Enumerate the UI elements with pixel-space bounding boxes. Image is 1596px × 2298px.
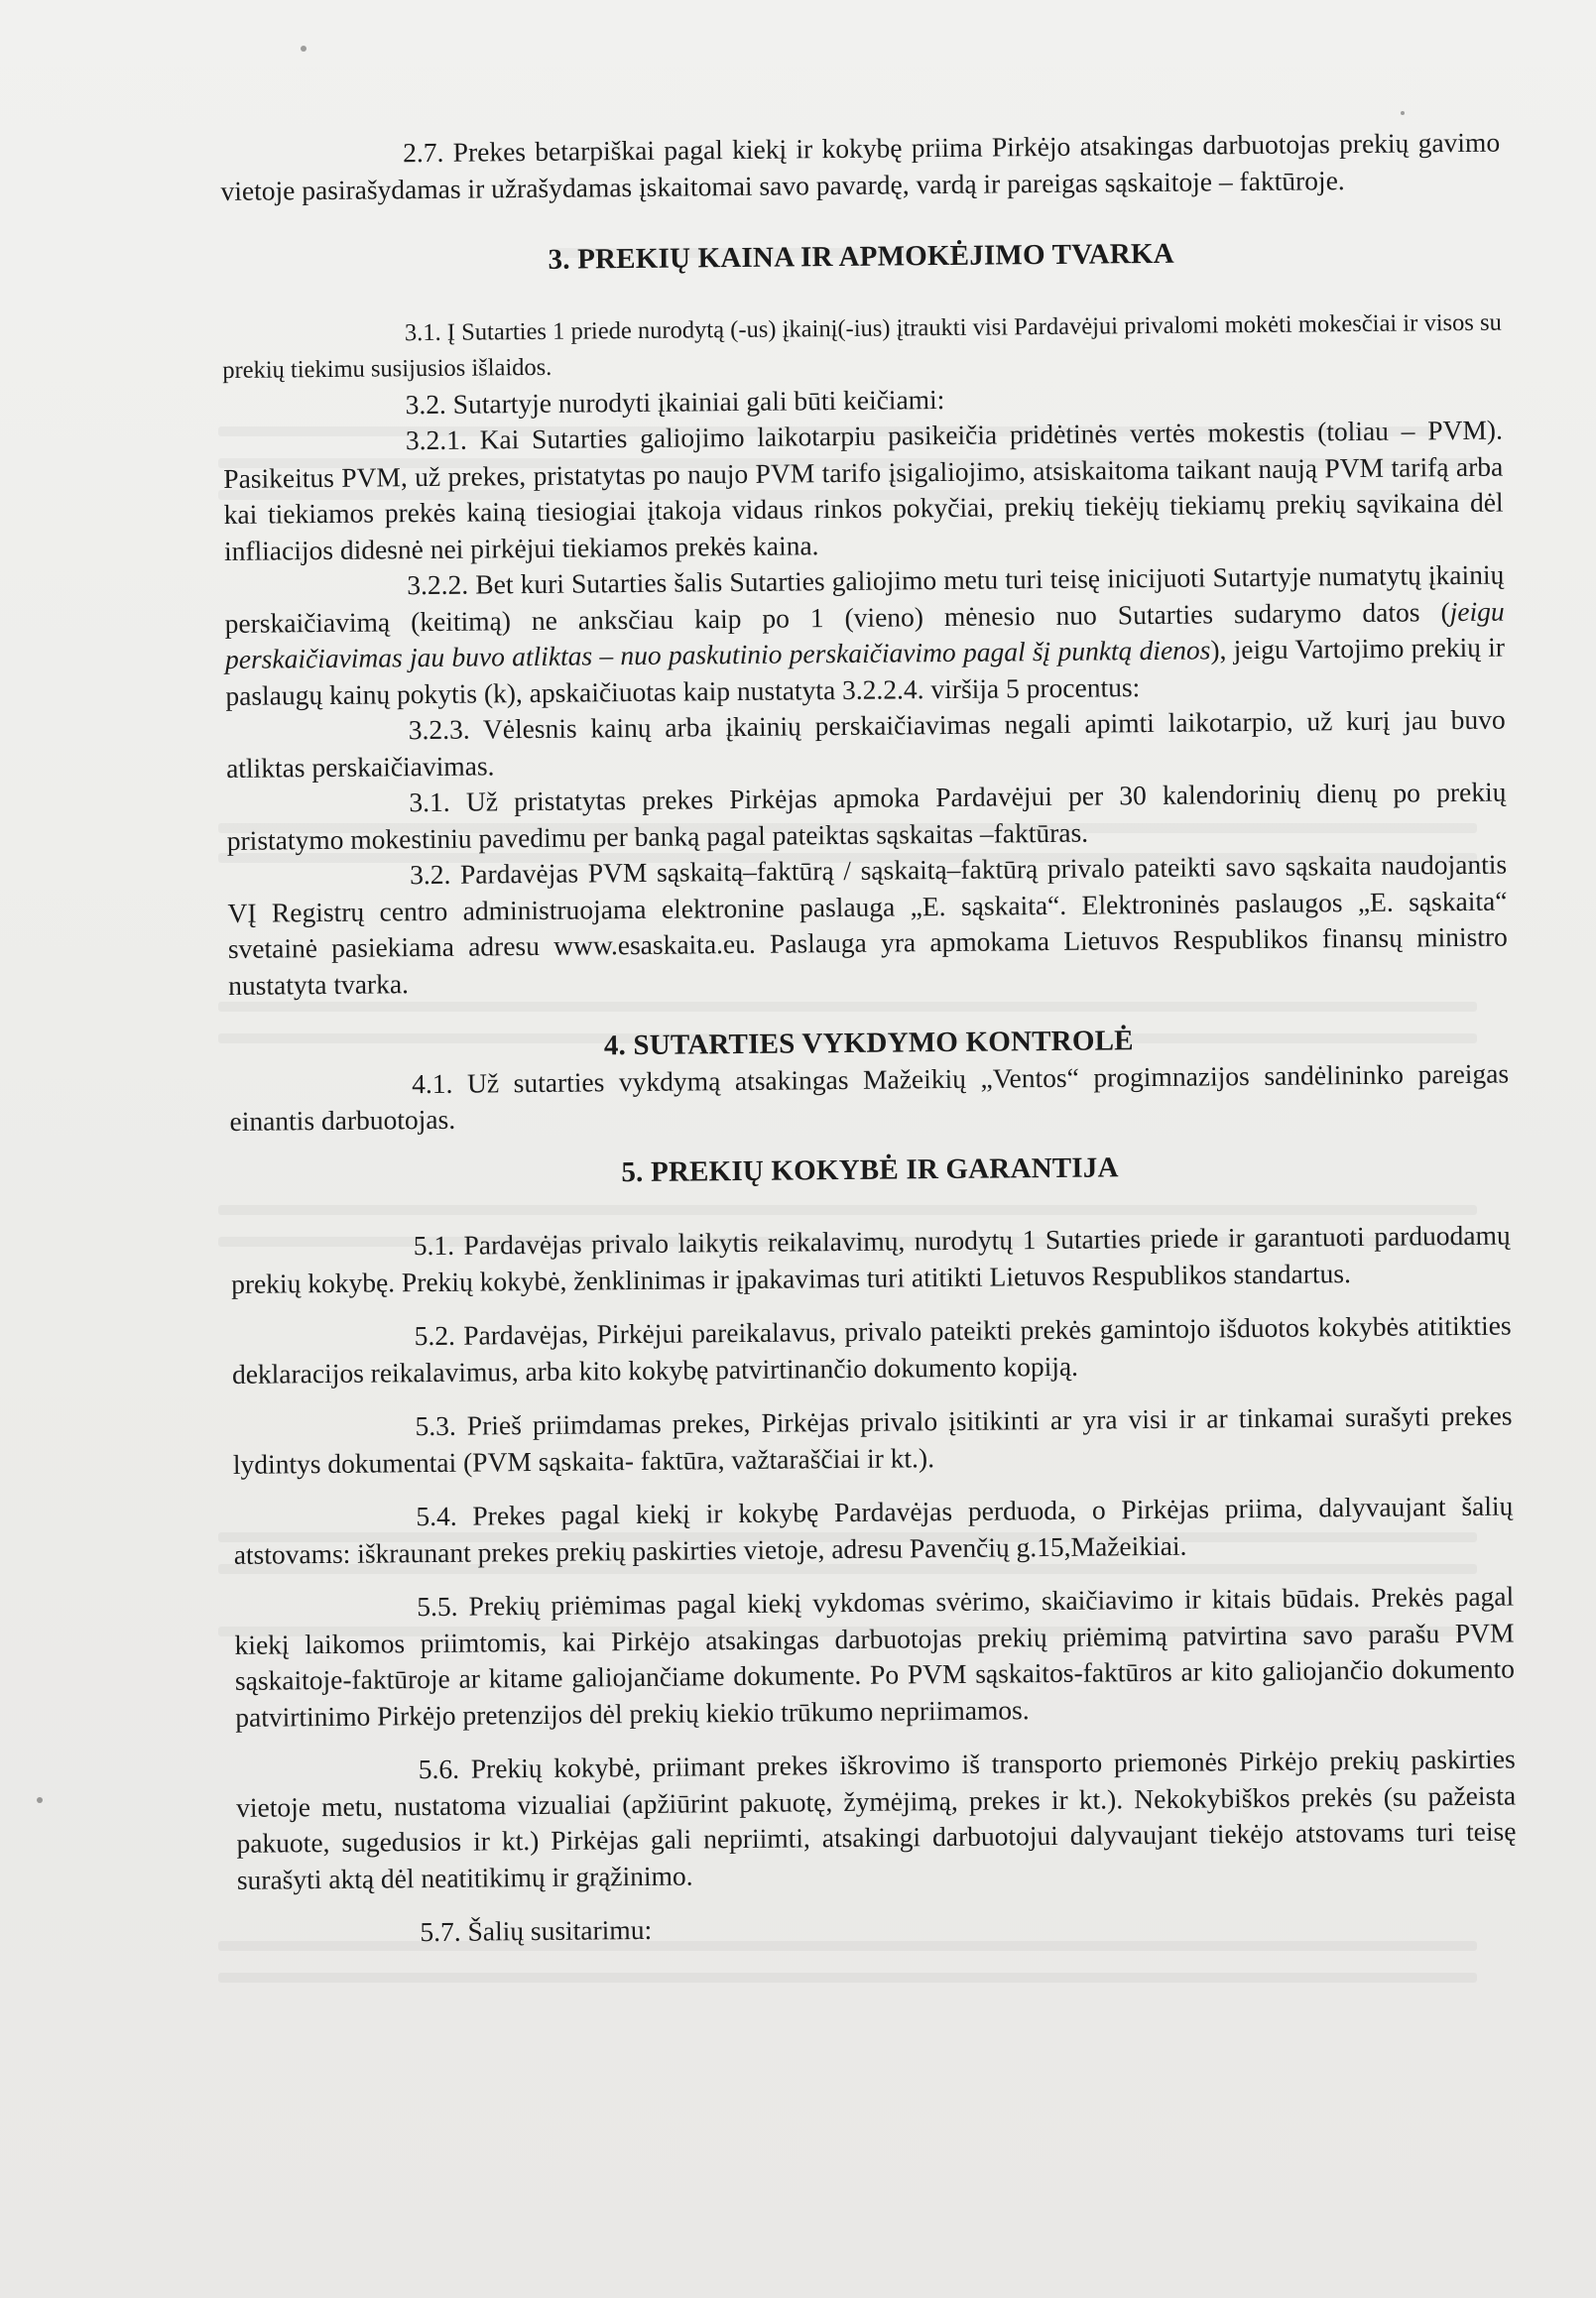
scan-speck xyxy=(37,1797,43,1803)
paragraph-3-2-2-end: ), jeigu Vartojimo prekių ir paslaugų kainų pokytis (k), apskaičiuotas kaip nustatyta 3.2.2.4. viršija 5 procentus: xyxy=(225,631,1506,711)
paragraph-3-1-payment: 3.1. Už pristatytas prekes Pirkėjas apmoka Pardavėjui per 30 kalendorinių dienų po prekių pristatymo mokestiniu pavedimu per banką pagal pateiktas sąskaitas –faktūras. xyxy=(226,776,1507,856)
paragraph-5-7: 5.7. Šalių susitarimu: xyxy=(420,1913,653,1948)
show-through-line xyxy=(218,1973,1477,1983)
heading-section-4: 4. SUTARTIES VYKDYMO KONTROLĖ xyxy=(603,1025,1134,1062)
paragraph-3-2-invoice: 3.2. Pardavėjas PVM sąskaitą–faktūrą / sąskaitą–faktūrą privalo pateikti savo sąskaita naudojantis VĮ Registrų centro administruojama elektronine paslauga „E. sąskaita“. Elektroninės paslaugos „E. sąskaita“ svetainė pasiekiama adresu www.esaskaita.eu. Paslauga yra apmokama Lietuvos Respublikos finansų ministro nustatyta tvarka. xyxy=(227,848,1508,1001)
paragraph-3-2-2-italic: jeigu perskaičiavimas jau buvo atliktas – nuo paskutinio perskaičiavimo pagal šį punktą dienos xyxy=(224,595,1505,674)
paragraph-5-2: 5.2. Pardavėjas, Pirkėjui pareikalavus, privalo pateikti prekės gamintojo išduotos kokybės atitikties deklaracijos reikalavimus, arba kito kokybę patvirtinančio dokumento kopiją. xyxy=(231,1309,1512,1390)
paragraph-5-6: 5.6. Prekių kokybė, priimant prekes iškrovimo iš transporto priemonės Pirkėjo prekių paskirties vietoje metu, nustatoma vizualiai (apžiūrint pakuotę, žymėjimą, prekes ir kt.). Nekokybiškos prekės (su pažeista pakuote, sugedusios ir kt.) Pirkėjas gali nepriimti, atsakingi darbuotojui dalyvaujant tiekėjo atstovams turi teisę surašyti aktą dėl neatitikimų ir grąžinimo. xyxy=(236,1743,1517,1895)
scan-speck xyxy=(1401,111,1405,115)
paragraph-3-2-1: 3.2.1. Kai Sutarties galiojimo laikotarpiu pasikeičia pridėtinės vertės mokestis (toliau – PVM). Pasikeitus PVM, už prekes, pristatytas po naujo PVM tarifo įsigaliojimo, atsiskaitoma taikant naują PVM tarifą arba kai tiekiamos prekės kainą tiesiogiai įtakoja vidaus rinkos pokyčiai, prekių tiekėjų tiekiamų prekių sąvikaina dėl infliacijos didesnė nei pirkėjui tiekiamos prekės kaina. xyxy=(223,414,1504,566)
document-body xyxy=(220,125,1518,1953)
paragraph-3-1: 3.1. Į Sutarties 1 priede nurodytą (-us) įkainį(-ius) įtraukti visi Pardavėjui privalomi mokėti mokesčiai ir visos su prekių tiekimu susijusios išlaidos. xyxy=(222,308,1502,384)
paragraph-3-2-2-start: 3.2.2. Bet kuri Sutarties šalis Sutarties galiojimo metu turi teisę inicijuoti Sutartyje numatytų įkainių perskaičiavimą (keitimą) ne anksčiau kaip po 1 (vieno) mėnesio nuo Sutarties sudarymo datos ( xyxy=(224,558,1505,639)
paragraph-3-2-2 xyxy=(224,557,1505,714)
scan-speck xyxy=(301,46,307,52)
paragraph-3-2: 3.2. Sutartyje nurodyti įkainiai gali būti keičiami: xyxy=(405,383,945,420)
paragraph-3-2-3: 3.2.3. Vėlesnis kainų arba įkainių perskaičiavimas negali apimti laikotarpio, už kurį jau buvo atliktas perskaičiavimas. xyxy=(225,703,1506,784)
paragraph-2-7: 2.7. Prekes betarpiškai pagal kiekį ir kokybę priima Pirkėjo atsakingas darbuotojas prekių gavimo vietoje pasirašydamas ir užrašydamas įskaitomai savo pavardę, vardą ir pareigas sąskaitoje – faktūroje. xyxy=(220,126,1501,206)
paragraph-4-1: 4.1. Už sutarties vykdymą atsakingas Mažeikių „Ventos“ progimnazijos sandėlininko pareigas einantis darbuotojas. xyxy=(229,1057,1510,1137)
paragraph-5-5: 5.5. Prekių priėmimas pagal kiekį vykdomas svėrimo, skaičiavimo ir kitais būdais. Prekės pagal kiekį laikomos priimtomis, kai Pirkėjo atsakingas darbuotojas prekių priėmimą patvirtina savo parašu PVM sąskaitoje-faktūroje ar kitame galiojančiame dokumente. Po PVM sąskaitos-faktūros ar kito galiojančio dokumento patvirtinimo Pirkėjo pretenzijos dėl prekių kiekio trūkumo nepriimamos. xyxy=(234,1580,1516,1733)
paragraph-5-4: 5.4. Prekes pagal kiekį ir kokybę Pardavėjas perduoda, o Pirkėjas priima, dalyvaujant šalių atstovams: iškraunant prekes prekių paskirties vietoje, adresu Pavenčių g.15,Mažeikiai. xyxy=(233,1490,1514,1570)
heading-section-3: 3. PREKIŲ KAINA IR APMOKĖJIMO TVARKA xyxy=(548,237,1174,276)
paragraph-5-3: 5.3. Prieš priimdamas prekes, Pirkėjas privalo įsitikinti ar yra visi ir ar tinkamai surašyti prekes lydintys dokumentai (PVM sąskaita- faktūra, važtaraščiai ir kt.). xyxy=(232,1399,1513,1480)
paragraph-5-1: 5.1. Pardavėjas privalo laikytis reikalavimų, nurodytų 1 Sutarties priede ir garantuoti parduodamų prekių kokybę. Prekių kokybė, ženklinimas ir įpakavimas turi atitikti Lietuvos Respublikos standartus. xyxy=(230,1219,1511,1299)
heading-section-5: 5. PREKIŲ KOKYBĖ IR GARANTIJA xyxy=(621,1150,1119,1188)
